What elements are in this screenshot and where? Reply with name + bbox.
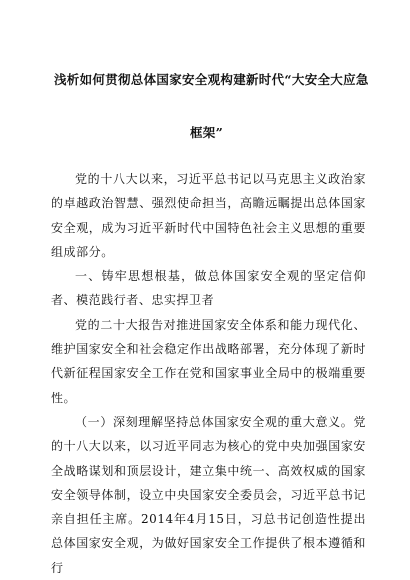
section-heading-1: 一、铸牢思想根基，做总体国家安全观的坚定信仰者、模范践行者、忠实捍卫者 (51, 269, 366, 308)
paragraph-subsection-1: （一）深刻理解坚持总体国家安全观的重大意义。党的十八大以来，以习近平同志为核心的党中央加强国家安全战略谋划和顶层设计，建立集中统一、高效权威的国家安全领导体制，设立中央国家安全委员会，习近平总书记亲自担任主席。2014年4月15日，习总书记创造性提出总体国家安全观，为做好国家安全工作提供了根本遵循和行 (51, 414, 366, 575)
document-title-line-1: 浅析如何贯彻总体国家安全观构建新时代“大安全大应急 (54, 72, 369, 87)
document-body (51, 167, 366, 580)
document-title-line-2: 框架” (190, 125, 224, 140)
paragraph-intro: 党的十八大以来，习近平总书记以马克思主义政治家的卓越政治智慧、强烈使命担当，高瞻远瞩提出总体国家安全观，成为习近平新时代中国特色社会主义思想的重要组成部分。 (51, 172, 366, 259)
paragraph-report: 党的二十大报告对推进国家安全体系和能力现代化、维护国家安全和社会稳定作出战略部署，充分体现了新时代新征程国家安全工作在党和国家事业全局中的极端重要性。 (51, 317, 366, 405)
